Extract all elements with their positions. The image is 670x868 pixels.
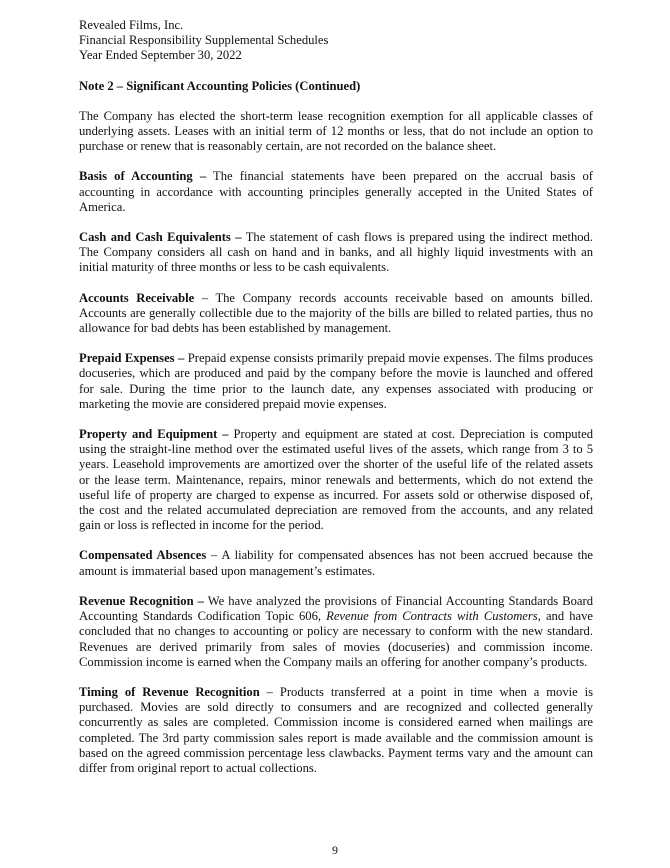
lease-paragraph (79, 109, 593, 155)
accounts-receivable-paragraph (79, 291, 593, 337)
compensated-absences-heading: Compensated Absences (79, 548, 207, 563)
timing-revenue-text: – Products transferred at a point in time when a movie is purchased. Movies are sold directly to consumers and are recognized and collected generally concurrently as sales are completed. Commission income is considered earned when mailings are completed. The 3rd party commission sales report is made available and the commission amount is based on the agreed commission percentage less clawbacks. Payment terms vary and the amount can differ from original report to actual collections. (79, 684, 594, 775)
document-page (79, 18, 593, 776)
lease-text: The Company has elected the short-term lease recognition exemption for all applicable classes of underlying assets. Leases with an initial term of 12 months or less, that do not include an option to purchase or renew that is reasonably certain, are not recorded on the balance sheet. (79, 108, 593, 154)
property-equipment-text: Property and equipment are stated at cost. Depreciation is computed using the straight-line method over the estimated useful lives of the assets, which range from 3 to 5 years. Leasehold improvements are amortized over the shorter of the useful life of the related assets or the lease term. Maintenance, repairs, minor renewals and betterments, which do not extend the useful life of property are charged to expense as incurred. For assets sold or otherwise disposed of, the cost and the related accumulated depreciation are removed from the accounts, and any related gain or loss is reflected in income for the period. (79, 427, 593, 533)
schedule-title: Financial Responsibility Supplemental Schedules (79, 33, 329, 48)
property-equipment-paragraph (79, 427, 593, 533)
document-header (79, 18, 593, 64)
cash-equivalents-text: The statement of cash flows is prepared using the indirect method. The Company considers all cash on hand and in banks, and all highly liquid investments with an initial maturity of three months or less to be cash equivalents. (79, 230, 594, 275)
revenue-recognition-text-before: We have analyzed the provisions of Financial Accounting Standards Board Accounting Standards Codification Topic 606, (79, 593, 593, 624)
revenue-standard-title: Revenue from Contracts with Customers (326, 609, 538, 624)
compensated-absences-text: – A liability for compensated absences has not been accrued because the amount is immaterial based upon management’s estimates. (79, 548, 594, 578)
page-number: 9 (332, 843, 338, 857)
timing-revenue-paragraph (79, 685, 593, 776)
note-title: Note 2 – Significant Accounting Policies (Continued) (79, 78, 361, 93)
prepaid-expenses-text: Prepaid expense consists primarily prepaid movie expenses. The films produces docuseries, which are produced and paid by the company before the movie is launched and offered for sale. During the time prior to the launch date, any expenses associated with producing or marketing the movie are considered prepaid movie expenses. (79, 351, 593, 411)
prepaid-expenses-paragraph (79, 351, 593, 412)
revenue-recognition-heading: Revenue Recognition – (79, 593, 204, 608)
reporting-period: Year Ended September 30, 2022 (79, 48, 242, 63)
revenue-recognition-text-after: , and have concluded that no changes to accounting or policy are necessary to conform with the new standard. Revenues are derived primarily from sales of movies (docuseries) and commission income. Commission income is earned when the Company mails an offering for another company’s products. (79, 609, 593, 669)
revenue-recognition-paragraph (79, 594, 593, 670)
company-name: Revealed Films, Inc. (79, 18, 184, 32)
prepaid-expenses-heading: Prepaid Expenses – (79, 351, 185, 366)
basis-of-accounting-text: The financial statements have been prepared on the accrual basis of accounting in accordance with accounting principles generally accepted in the United States of America. (79, 169, 593, 214)
property-equipment-heading: Property and Equipment – (79, 427, 229, 442)
basis-of-accounting-heading: Basis of Accounting – (79, 169, 207, 184)
compensated-absences-paragraph (79, 548, 593, 578)
timing-revenue-heading: Timing of Revenue Recognition (79, 684, 260, 699)
basis-of-accounting-paragraph (79, 169, 593, 215)
cash-equivalents-paragraph (79, 230, 593, 276)
accounts-receivable-text: – The Company records accounts receivable based on amounts billed. Accounts are generally collectible due to the majority of the bills are billed to related parties, thus no allowance for bad debts has been established by management. (79, 290, 594, 336)
accounts-receivable-heading: Accounts Receivable (79, 290, 195, 305)
cash-equivalents-heading: Cash and Cash Equivalents – (79, 230, 242, 245)
